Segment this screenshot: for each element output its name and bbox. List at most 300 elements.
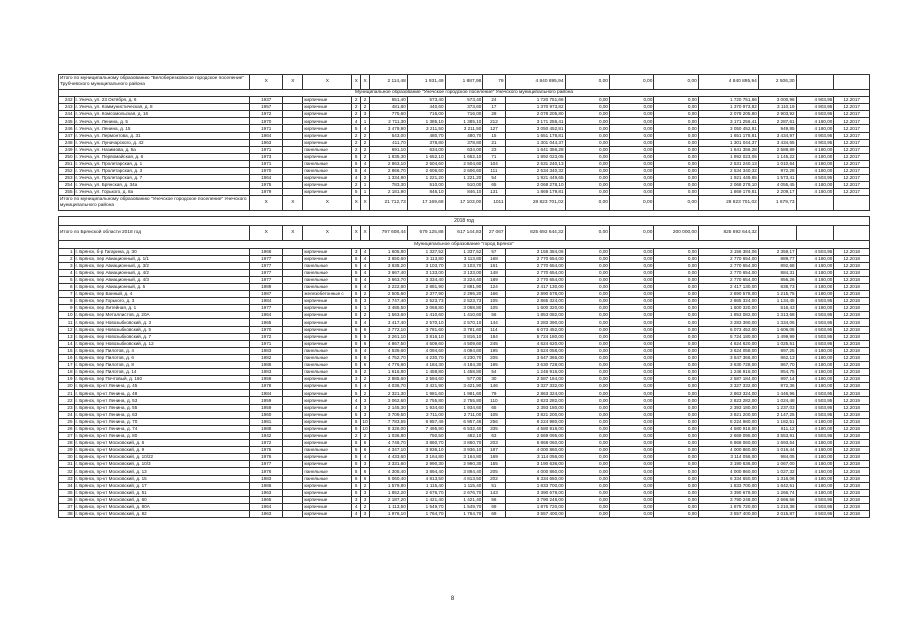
table-cell: 0,00 bbox=[609, 482, 653, 489]
table-cell: 2 287,61 bbox=[758, 118, 796, 125]
table-row bbox=[59, 118, 870, 125]
table-cell: 1 642,51 bbox=[758, 482, 796, 489]
table-cell: 4 094,60 bbox=[407, 347, 445, 354]
table-cell: 2 676,70 bbox=[407, 489, 445, 496]
table-cell: 2 bbox=[361, 153, 370, 160]
table-cell bbox=[283, 255, 303, 262]
table-cell bbox=[283, 404, 303, 411]
table-cell: кирпичные bbox=[303, 305, 352, 312]
table-cell bbox=[283, 482, 303, 489]
table-cell: 1 182,51 bbox=[758, 418, 796, 425]
table-cell: 111 bbox=[483, 168, 505, 175]
table-cell: 2 068 278,10 bbox=[698, 182, 758, 189]
table-cell: 1 bbox=[59, 248, 75, 255]
table-cell: 2 866,70 bbox=[370, 168, 408, 175]
table-cell: 12.2018 bbox=[834, 333, 870, 340]
table-cell: 0,00 bbox=[654, 146, 698, 153]
table-cell: 6 073 452,00 bbox=[505, 326, 565, 333]
total-cell: 27 067 bbox=[483, 226, 505, 241]
table-cell: 378,80 bbox=[407, 139, 445, 146]
table-cell: 6 868 060,00 bbox=[698, 440, 758, 447]
table-cell: г. Унеча, ул. Первомайская, д. 6 bbox=[74, 153, 250, 160]
table-cell: 4 813,50 bbox=[407, 475, 445, 482]
table-cell: 0,00 bbox=[654, 489, 698, 496]
table-cell bbox=[283, 376, 303, 383]
table-cell: 3 417,40 bbox=[370, 319, 408, 326]
table-cell: 2 bbox=[361, 482, 370, 489]
table-cell: кирпичные bbox=[303, 111, 352, 118]
table-cell: 12.2017 bbox=[834, 97, 870, 104]
table-row bbox=[59, 255, 870, 262]
table-cell: 28 bbox=[59, 440, 75, 447]
table-cell: 1 458,80 bbox=[445, 369, 483, 376]
table-cell: 0,00 bbox=[654, 104, 698, 111]
table-cell: 79 bbox=[483, 390, 505, 397]
table-cell: 4 180,00 bbox=[796, 447, 834, 454]
total-cell bbox=[758, 226, 796, 241]
table-cell: 3 667,40 bbox=[370, 269, 408, 276]
table-cell: 36 bbox=[59, 496, 75, 503]
table-cell: 2 711,00 bbox=[407, 411, 445, 418]
table-cell: 4 503,95 bbox=[796, 248, 834, 255]
table-cell: 4 bbox=[361, 454, 370, 461]
table-cell: 0,00 bbox=[565, 319, 609, 326]
table-cell bbox=[283, 440, 303, 447]
table-cell: 0,00 bbox=[609, 489, 653, 496]
table-cell: 4 bbox=[361, 347, 370, 354]
table-cell: 0,00 bbox=[609, 269, 653, 276]
table-cell: 1 934,60 bbox=[445, 404, 483, 411]
table-cell: 29 bbox=[59, 447, 75, 454]
table-cell: 0,00 bbox=[609, 97, 653, 104]
table-cell: кирпичные bbox=[303, 418, 352, 425]
table-cell: 3 bbox=[361, 461, 370, 468]
table-cell: 2 534 340,32 bbox=[698, 168, 758, 175]
table-cell: 18 bbox=[59, 369, 75, 376]
table-cell: 3 553,91 bbox=[758, 432, 796, 439]
table-cell: 251 bbox=[59, 160, 75, 167]
table-cell: 12.2017 bbox=[834, 104, 870, 111]
table-cell: 3 630 728,00 bbox=[505, 362, 565, 369]
table-cell: 2 755,80 bbox=[445, 397, 483, 404]
table-cell: 1 833 700,00 bbox=[505, 482, 565, 489]
total-cell: 797 608,44 bbox=[370, 226, 408, 241]
table-cell: 4 180,00 bbox=[796, 489, 834, 496]
table-cell: 56 bbox=[483, 312, 505, 319]
table-cell: г. Унеча, ул. Пролетарская, д. 3 bbox=[74, 168, 250, 175]
table-cell: 8 224 980,00 bbox=[505, 418, 565, 425]
table-cell: г. Брянск, пер Пилотов, д. 8 bbox=[74, 362, 250, 369]
table-cell: 2 885,60 bbox=[370, 376, 408, 383]
table-cell: 1957 bbox=[250, 104, 283, 111]
table-cell: 1 549,70 bbox=[407, 503, 445, 510]
table-cell: 4 903,95 bbox=[796, 104, 834, 111]
table-row bbox=[59, 312, 870, 319]
table-cell: 3 156 384,06 bbox=[698, 248, 758, 255]
table-cell: 2 393 180,00 bbox=[698, 404, 758, 411]
table-cell: 0,00 bbox=[609, 139, 653, 146]
table-cell: 3 bbox=[361, 411, 370, 418]
table-cell: 4 503,95 bbox=[796, 111, 834, 118]
table-cell: 0,00 bbox=[565, 305, 609, 312]
total-cell: 0,00 bbox=[565, 196, 609, 211]
table-cell: 4 503,95 bbox=[796, 340, 834, 347]
table-cell: 242 bbox=[59, 97, 75, 104]
table-cell: кирпичные bbox=[303, 383, 352, 390]
table-cell: 1 bbox=[361, 305, 370, 312]
table-cell: 4 180,00 bbox=[796, 160, 834, 167]
table-cell: 21 bbox=[483, 139, 505, 146]
table-cell: 203 bbox=[483, 440, 505, 447]
table-cell: 846,10 bbox=[445, 189, 483, 196]
table-cell: 1 421,40 bbox=[407, 496, 445, 503]
table-cell: 105 bbox=[483, 298, 505, 305]
table-cell: 3 624 058,00 bbox=[698, 347, 758, 354]
table-cell: 9 bbox=[59, 305, 75, 312]
table-cell: 0,00 bbox=[565, 283, 609, 290]
table-cell: 2 990,30 bbox=[407, 461, 445, 468]
table-cell: 0,00 bbox=[565, 298, 609, 305]
table-row bbox=[59, 468, 870, 475]
table-cell: 4 867,50 bbox=[370, 340, 408, 347]
table-cell: 3 390 678,00 bbox=[698, 489, 758, 496]
table-cell: 4 305,40 bbox=[370, 468, 408, 475]
table-cell: 71 bbox=[483, 153, 505, 160]
table-cell: г. Брянск, пр-кт Московский, д. 17 bbox=[74, 482, 250, 489]
table-cell: 1 652,10 bbox=[407, 153, 445, 160]
table-cell: 5 724 180,00 bbox=[698, 333, 758, 340]
table-cell: 6 bbox=[361, 447, 370, 454]
table-cell: 1984 bbox=[250, 390, 283, 397]
table-cell: г. Брянск, пр-кт Московский, д. 10/22 bbox=[74, 454, 250, 461]
table-cell bbox=[283, 369, 303, 376]
table-cell: г. Брянск, пер Авиационный, д. 5 bbox=[74, 283, 250, 290]
table-cell: 0,00 bbox=[609, 425, 653, 432]
table-cell: 212 bbox=[483, 118, 505, 125]
table-cell bbox=[283, 432, 303, 439]
table-cell: кирпичные bbox=[303, 340, 352, 347]
table-cell: 2 bbox=[361, 97, 370, 104]
table-cell: 854,75 bbox=[758, 369, 796, 376]
table-cell: 2 078 205,80 bbox=[698, 111, 758, 118]
table-cell: 2 770 654,00 bbox=[698, 255, 758, 262]
table-cell: 3 bbox=[59, 262, 75, 269]
table-cell: 5 bbox=[352, 425, 361, 432]
total-cell: 21 712,73 bbox=[370, 196, 408, 211]
table-cell: 0,00 bbox=[609, 461, 653, 468]
table-cell: 1983 bbox=[250, 347, 283, 354]
table-cell: 5 bbox=[352, 319, 361, 326]
table-cell: 205 bbox=[483, 468, 505, 475]
table-cell: 1972 bbox=[250, 111, 283, 118]
table-row bbox=[59, 248, 870, 255]
table-cell: 0,00 bbox=[609, 189, 653, 196]
table-cell: 4 180,00 bbox=[796, 168, 834, 175]
table-cell: 634,00 bbox=[407, 146, 445, 153]
table-cell bbox=[283, 269, 303, 276]
table-cell: 1 215,75 bbox=[758, 291, 796, 298]
table-cell: 3 650,60 bbox=[370, 255, 408, 262]
table-row bbox=[59, 461, 870, 468]
table-cell: 2 863,10 bbox=[370, 160, 408, 167]
table-cell: г. Брянск, пер Почтовый, д. 160 bbox=[74, 376, 250, 383]
table-cell: 2 bbox=[361, 432, 370, 439]
table-cell: 250 bbox=[59, 153, 75, 160]
table-cell: 1 115,40 bbox=[445, 482, 483, 489]
table-cell: 5 bbox=[352, 262, 361, 269]
total-cell: X bbox=[361, 196, 370, 211]
table-cell: 1 875 720,00 bbox=[698, 503, 758, 510]
table-cell: 0,00 bbox=[609, 454, 653, 461]
table-cell: 0,00 bbox=[654, 411, 698, 418]
table-cell: 1 221,20 bbox=[445, 175, 483, 182]
table-cell: 3 816,10 bbox=[407, 333, 445, 340]
total-cell: 825 692 644,32 bbox=[698, 226, 758, 241]
total-row bbox=[59, 75, 870, 90]
table-cell: 4 903,95 bbox=[796, 139, 834, 146]
table-cell: панельные bbox=[303, 262, 352, 269]
table-cell: 2 747,40 bbox=[370, 298, 408, 305]
table-cell: 1 641 356,28 bbox=[505, 146, 565, 153]
table-cell: 25 bbox=[59, 418, 75, 425]
table-cell: 1972 bbox=[250, 333, 283, 340]
table-cell: 3 434,97 bbox=[758, 132, 796, 139]
table-cell: 3 110,19 bbox=[758, 104, 796, 111]
table-cell: 3 772,10 bbox=[370, 326, 408, 333]
table-cell: г. Брянск, пер Авиационный, д. 1/1 bbox=[74, 255, 250, 262]
table-cell: 12.2018 bbox=[834, 305, 870, 312]
table-cell: 4 433,60 bbox=[370, 454, 408, 461]
table-row bbox=[59, 369, 870, 376]
table-cell: 1970 bbox=[250, 326, 283, 333]
table-cell: г. Брянск, пер Новозыбковский, д. 3 bbox=[74, 319, 250, 326]
table-cell: 1 921 449,65 bbox=[698, 175, 758, 182]
total-cell: 79 bbox=[483, 75, 505, 90]
table-cell: кирпичные bbox=[303, 333, 352, 340]
total-cell bbox=[834, 226, 870, 241]
table-cell: 0,00 bbox=[609, 354, 653, 361]
table-cell: 0,00 bbox=[565, 182, 609, 189]
table-cell: 0,00 bbox=[654, 262, 698, 269]
table-cell: 4 bbox=[361, 248, 370, 255]
table-cell: 12 bbox=[59, 326, 75, 333]
table-row bbox=[59, 111, 870, 118]
total-cell: X bbox=[250, 75, 283, 90]
table-cell: 1972 bbox=[250, 440, 283, 447]
table-cell: 243 bbox=[59, 104, 75, 111]
table-cell: 1 616,80 bbox=[370, 369, 408, 376]
table-cell: 19 bbox=[59, 376, 75, 383]
table-cell: 4 503,95 bbox=[796, 397, 834, 404]
table-cell: 6 bbox=[361, 440, 370, 447]
total-cell: X bbox=[250, 196, 283, 211]
table-cell: 252 bbox=[59, 168, 75, 175]
table-cell: 1 301 044,37 bbox=[505, 139, 565, 146]
table-cell: 0,00 bbox=[654, 255, 698, 262]
table-cell: 4 bbox=[361, 262, 370, 269]
table-cell: 249 bbox=[59, 146, 75, 153]
table-cell: 1975 bbox=[250, 182, 283, 189]
table-cell: 4 bbox=[352, 404, 361, 411]
section-row-bryansk bbox=[59, 241, 870, 248]
table-cell: кирпичные bbox=[303, 432, 352, 439]
table-cell: 1 145,22 bbox=[758, 153, 796, 160]
table-cell: 378,80 bbox=[445, 139, 483, 146]
total-row bbox=[59, 196, 870, 211]
total-cell: 0,00 bbox=[565, 75, 609, 90]
table-cell: 10 bbox=[59, 312, 75, 319]
table-cell: 0,00 bbox=[565, 291, 609, 298]
table-cell: 1 934,60 bbox=[407, 404, 445, 411]
table-cell: 0,00 bbox=[565, 496, 609, 503]
table-cell: 1970 bbox=[250, 168, 283, 175]
table-cell: 0,00 bbox=[654, 454, 698, 461]
table-cell: 0,00 bbox=[565, 369, 609, 376]
table-cell: 1963 bbox=[250, 139, 283, 146]
table-cell: 12.2018 bbox=[834, 440, 870, 447]
table-cell: 2 676,70 bbox=[445, 489, 483, 496]
table-cell: 1 764,70 bbox=[407, 510, 445, 517]
table-cell bbox=[283, 146, 303, 153]
table-cell bbox=[283, 347, 303, 354]
total-cell: X bbox=[303, 226, 352, 241]
table-cell: 5 bbox=[352, 333, 361, 340]
table-cell: 2 587 184,00 bbox=[698, 376, 758, 383]
table-cell: 166 bbox=[483, 291, 505, 298]
table-cell: 0,00 bbox=[609, 283, 653, 290]
table-row bbox=[59, 160, 870, 167]
table-cell: 1 875 720,00 bbox=[505, 503, 565, 510]
table-cell: 12.2018 bbox=[834, 248, 870, 255]
table-cell bbox=[283, 139, 303, 146]
table-cell: 2 523,73 bbox=[445, 298, 483, 305]
table-cell: 12.2018 bbox=[834, 276, 870, 283]
table-cell: 4 000 860,00 bbox=[505, 468, 565, 475]
table-cell: г. Унеча, ул. Брянская, д. 34а bbox=[74, 182, 250, 189]
table-cell: 4 180,00 bbox=[796, 354, 834, 361]
table-cell: 1 892 023,05 bbox=[698, 153, 758, 160]
table-cell: 838,73 bbox=[758, 283, 796, 290]
table-cell: 2 606,60 bbox=[407, 168, 445, 175]
table-cell: 0,00 bbox=[609, 440, 653, 447]
table-cell: 2 863 324,00 bbox=[505, 390, 565, 397]
table-cell: 651,40 bbox=[370, 97, 408, 104]
table-cell: 4 bbox=[352, 118, 361, 125]
table-cell: 0,00 bbox=[654, 333, 698, 340]
table-cell: г. Брянск, пер Новозыбковский, д. 12 bbox=[74, 340, 250, 347]
table-cell: 3 222,60 bbox=[370, 283, 408, 290]
table-cell: 846,10 bbox=[407, 189, 445, 196]
table-cell: 0,00 bbox=[565, 125, 609, 132]
table-cell: 1 334,06 bbox=[758, 319, 796, 326]
table-cell bbox=[283, 262, 303, 269]
table-cell: 0,00 bbox=[565, 397, 609, 404]
table-cell: 51 bbox=[483, 482, 505, 489]
table-cell: 4 180,00 bbox=[796, 383, 834, 390]
table-cell bbox=[283, 461, 303, 468]
table-cell: 5 bbox=[352, 475, 361, 482]
table-cell: 0,00 bbox=[609, 248, 653, 255]
total-cell: X bbox=[361, 75, 370, 90]
table-cell: 691,10 bbox=[370, 146, 408, 153]
table-cell bbox=[283, 168, 303, 175]
table-cell: 510,00 bbox=[407, 182, 445, 189]
table-cell: 5 bbox=[352, 369, 361, 376]
table-cell: 2 770 654,00 bbox=[505, 269, 565, 276]
table-cell: 1 499,99 bbox=[758, 333, 796, 340]
total-cell: X bbox=[283, 75, 303, 90]
table-cell: 4 bbox=[361, 160, 370, 167]
table-cell: 1983 bbox=[250, 369, 283, 376]
total-cell: 0,00 bbox=[565, 226, 609, 241]
table-cell: 6 bbox=[361, 362, 370, 369]
table-cell: 1 976,10 bbox=[370, 510, 408, 517]
table-cell: г. Брянск, пр-кт Ленина, д. 45 bbox=[74, 383, 250, 390]
table-cell: 0,00 bbox=[565, 454, 609, 461]
table-cell: 5 bbox=[352, 461, 361, 468]
table-cell: 1 600 320,00 bbox=[505, 305, 565, 312]
table-cell: 12.2017 bbox=[834, 118, 870, 125]
total-cell bbox=[796, 75, 834, 90]
table-cell: кирпичные bbox=[303, 461, 352, 468]
total-cell: 1 931,49 bbox=[407, 75, 445, 90]
table-cell: 1970 bbox=[250, 118, 283, 125]
table-cell: панельные bbox=[303, 276, 352, 283]
table-cell: 1964 bbox=[250, 503, 283, 510]
table-cell: 7 495,90 bbox=[407, 425, 445, 432]
table-cell: 2 147,25 bbox=[758, 411, 796, 418]
table-cell: 1 301 044,37 bbox=[698, 139, 758, 146]
total-cell: 1 679,73 bbox=[758, 196, 796, 211]
table-row bbox=[59, 482, 870, 489]
table-row bbox=[59, 168, 870, 175]
table-cell: 10 bbox=[362, 418, 368, 424]
table-cell bbox=[283, 496, 303, 503]
table-cell: 997,14 bbox=[758, 376, 796, 383]
table-cell: 12.2017 bbox=[834, 139, 870, 146]
table-cell: 4 180,00 bbox=[796, 475, 834, 482]
table-cell: кирпичные bbox=[303, 248, 352, 255]
table-cell: 3 860,70 bbox=[445, 440, 483, 447]
table-cell: 0,00 bbox=[609, 397, 653, 404]
table-cell: 4 580 918,00 bbox=[698, 425, 758, 432]
table-cell: 2 570,10 bbox=[445, 319, 483, 326]
table-cell: г. Брянск, пр-кт Московский, д. 10/3 bbox=[74, 461, 250, 468]
table-cell: 4 180,00 bbox=[796, 276, 834, 283]
table-cell: 4 bbox=[361, 255, 370, 262]
table-cell: 1 651 178,81 bbox=[505, 132, 565, 139]
table-cell: 1 210,38 bbox=[758, 503, 796, 510]
table-cell: 2 bbox=[352, 97, 361, 104]
table-cell: 1989 bbox=[250, 283, 283, 290]
table-cell: 0,00 bbox=[654, 276, 698, 283]
table-cell: 750,50 bbox=[407, 432, 445, 439]
table-cell: 775,60 bbox=[370, 111, 408, 118]
table-cell: 6 334 650,00 bbox=[698, 475, 758, 482]
table-cell: 1 764,70 bbox=[445, 510, 483, 517]
table-cell: 984,05 bbox=[758, 454, 796, 461]
table-cell: 8 224 980,00 bbox=[698, 418, 758, 425]
table-row bbox=[59, 496, 870, 503]
table-cell: 4 184,30 bbox=[407, 362, 445, 369]
table-cell: 1 579,80 bbox=[370, 482, 408, 489]
table-cell: 205 bbox=[483, 354, 505, 361]
table-cell bbox=[283, 291, 303, 298]
table-cell: 972,36 bbox=[758, 383, 796, 390]
table-cell: 2 bbox=[361, 132, 370, 139]
table-cell: 2 587 184,00 bbox=[505, 376, 565, 383]
table-cell: 3 171 256,41 bbox=[698, 118, 758, 125]
